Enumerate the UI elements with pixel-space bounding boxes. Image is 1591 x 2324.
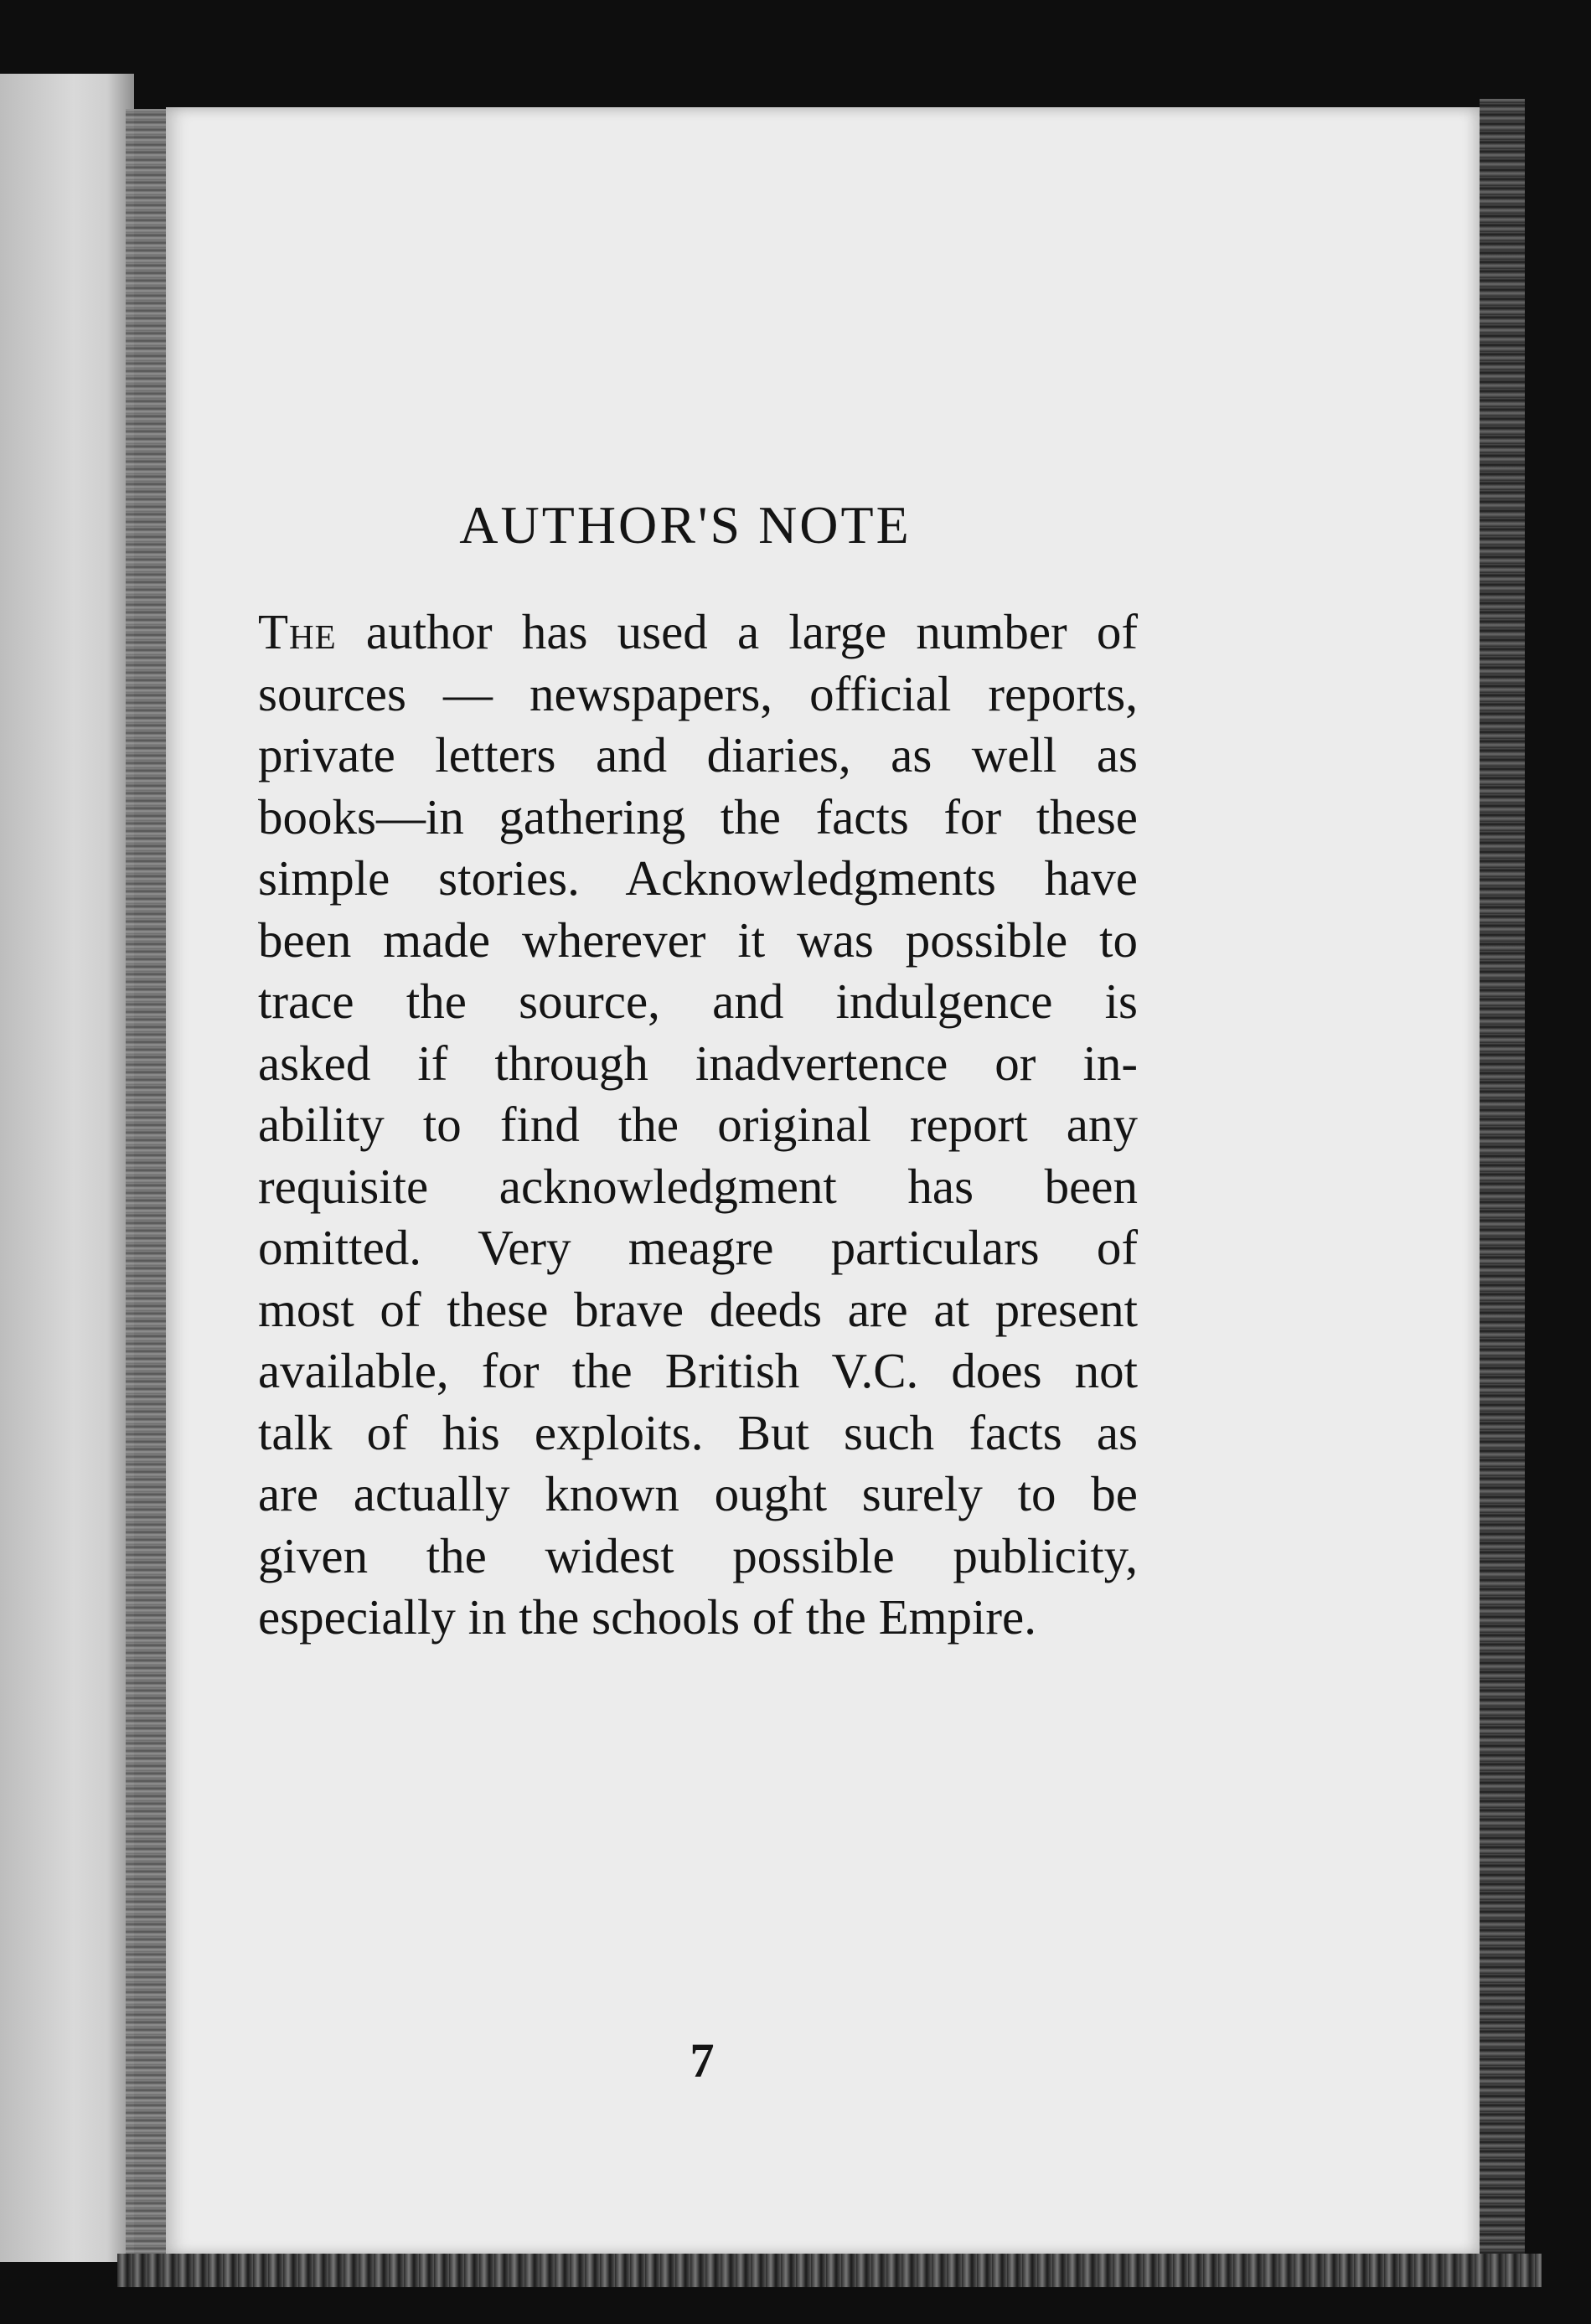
- lead-word: The: [258, 604, 337, 659]
- paragraph-line: are actually known ought surely to be: [258, 1466, 1138, 1521]
- page-stack-edge-bottom: [117, 2254, 1542, 2287]
- facing-page-edge: [0, 74, 134, 2262]
- line-text: author has used a large number of: [336, 604, 1138, 659]
- page-heading: AUTHOR'S NOTE: [459, 495, 912, 555]
- paragraph-line: sources — newspapers, official reports,: [258, 665, 1138, 721]
- page-number: 7: [690, 2033, 715, 2088]
- page-stack-edge-right: [1480, 99, 1525, 2269]
- paragraph-line: asked if through inadvertence or in-: [258, 1035, 1138, 1091]
- paragraph-line: given the widest possible publicity,: [258, 1527, 1138, 1583]
- paragraph-line: especially in the schools of the Empire.: [258, 1589, 1036, 1645]
- paragraph-line: private letters and diaries, as well as: [258, 727, 1138, 782]
- paragraph-line: simple stories. Acknowledgments have: [258, 850, 1138, 906]
- paragraph-line: trace the source, and indulgence is: [258, 973, 1138, 1029]
- paragraph-line: most of these brave deeds are at present: [258, 1281, 1138, 1337]
- paragraph-line: ability to find the original report any: [258, 1097, 1138, 1152]
- paragraph-line: books—in gathering the facts for these: [258, 788, 1138, 844]
- paragraph-line: omitted. Very meagre particulars of: [258, 1220, 1138, 1275]
- note-paragraph: [258, 602, 1138, 1649]
- book-gutter: [126, 109, 166, 2254]
- paragraph-line: requisite acknowledgment has been: [258, 1158, 1138, 1214]
- paragraph-line: been made wherever it was possible to: [258, 912, 1138, 968]
- paragraph-line: talk of his exploits. But such facts as: [258, 1404, 1138, 1460]
- paragraph-line: available, for the British V.C. does not: [258, 1343, 1138, 1398]
- paragraph-line: [258, 602, 1138, 664]
